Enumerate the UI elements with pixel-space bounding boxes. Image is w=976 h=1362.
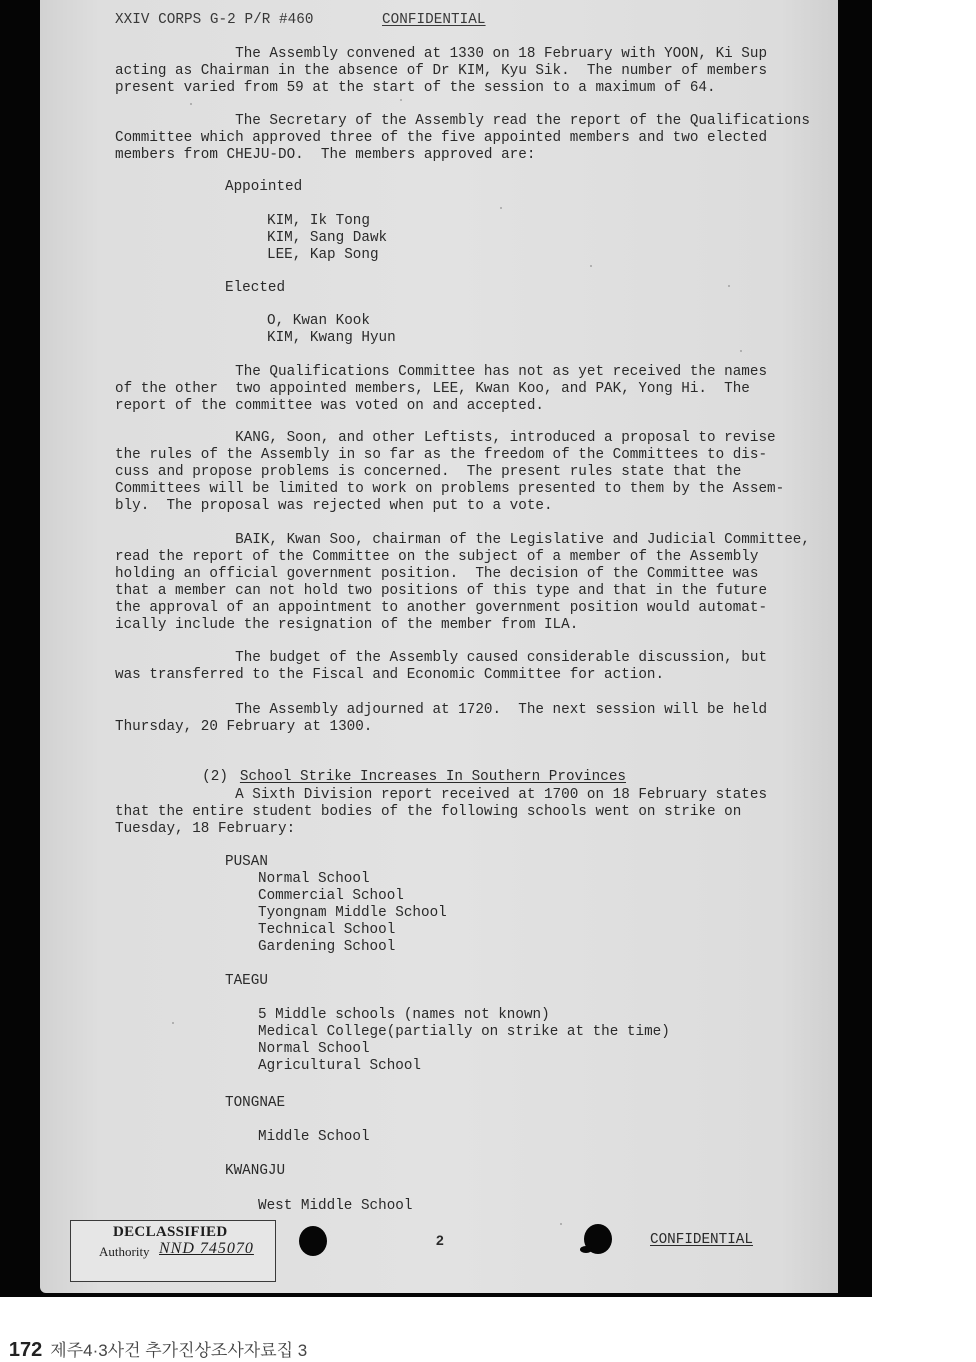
text-line: that a member can not hold two positions of this type and that in the future [115,583,768,599]
member-item: O, Kwan Kook [267,313,370,329]
text-line: the rules of the Assembly in so far as the freedom of the Committees to dis- [115,447,768,463]
paragraph-budget [115,650,805,684]
text-line: acting as Chairman in the absence of Dr KIM, Kyu Sik. The number of members [115,63,768,79]
text-line: holding an official government position. The decision of the Committee was [115,566,759,582]
book-footer [0,1318,307,1362]
text-line: Thursday, 20 February at 1300. [115,719,373,735]
text-line: cuss and propose problems is concerned. The present rules state that the [115,464,742,480]
kwangju-schools-list [258,1198,412,1215]
school-item: Normal School [258,1041,370,1057]
text-line: The Assembly adjourned at 1720. The next session will be held [115,702,768,718]
text-line: members from CHEJU-DO. The members approved are: [115,147,536,163]
member-item: KIM, Kwang Hyun [267,330,396,346]
scan-speck [400,99,402,101]
school-item: 5 Middle schools (names not known) [258,1007,550,1023]
pusan-schools-list [258,871,447,956]
appointed-label: Appointed [225,179,303,195]
stamp-authority-label: Authority [99,1244,150,1259]
stamp-authority-value: NND 745070 [159,1240,254,1257]
school-item: Commercial School [258,888,404,904]
text-line: The budget of the Assembly caused considerable discussion, but [115,650,768,666]
paragraph-government-position [115,532,810,634]
city-tongnae: TONGNAE [225,1095,286,1111]
text-line: Tuesday, 18 February: [115,821,296,837]
section-heading [185,752,626,786]
school-item: Middle School [258,1129,370,1145]
taegu-schools-list [258,1007,670,1075]
section-number: (2) [202,769,228,785]
text-line: that the entire student bodies of the following schools went on strike on [115,804,742,820]
scan-speck [500,207,502,209]
scan-speck [740,350,742,352]
paragraph-qualifications-pending [115,364,805,415]
page-number: 2 [436,1232,444,1248]
text-line: of the other two appointed members, LEE, Kwan Koo, and PAK, Yong Hi. The [115,381,750,397]
punch-hole-icon [299,1226,327,1256]
appointed-members-list [267,213,387,264]
text-line: present varied from 59 at the start of the session to a maximum of 64. [115,80,716,96]
stamp-title: DECLASSIFIED [113,1224,228,1240]
member-item: LEE, Kap Song [267,247,379,263]
city-taegu: TAEGU [225,973,268,989]
text-line: The Secretary of the Assembly read the report of the Qualifications [115,113,810,129]
book-page-number: 172 [8,1339,43,1361]
text-line: Committees will be limited to work on problems presented to them by the Assem- [115,481,785,497]
member-item: KIM, Sang Dawk [267,230,388,246]
scan-speck [590,265,592,267]
school-item: Technical School [258,922,396,938]
scan-speck [728,285,730,287]
school-item: Agricultural School [258,1058,422,1074]
text-line: The Assembly convened at 1330 on 18 February with YOON, Ki Sup [115,46,768,62]
tongnae-schools-list [258,1129,370,1146]
text-line: report of the committee was voted on and accepted. [115,398,544,414]
member-item: KIM, Ik Tong [267,213,370,229]
city-pusan: PUSAN [225,854,268,870]
text-line: Committee which approved three of the five appointed members and two elected [115,130,768,146]
text-line: ically include the resignation of the member from ILA. [115,617,579,633]
classification-header: CONFIDENTIAL [382,12,486,28]
text-line: BAIK, Kwan Soo, chairman of the Legislative and Judicial Committee, [115,532,810,548]
text-line: KANG, Soon, and other Leftists, introduced a proposal to revise [115,430,776,446]
declassified-stamp [70,1220,276,1282]
school-item: West Middle School [258,1198,413,1214]
school-item: Medical College(partially on strike at the time) [258,1024,670,1040]
text-line: read the report of the Committee on the subject of a member of the Assembly [115,549,759,565]
text-line: bly. The proposal was rejected when put to a vote. [115,498,553,514]
paragraph-adjournment [115,702,805,736]
school-item: Tyongnam Middle School [258,905,447,921]
text-line: was transferred to the Fiscal and Economic Committee for action. [115,667,665,683]
section-title: School Strike Increases In Southern Provinces [239,769,627,785]
scan-speck [190,103,192,105]
school-item: Gardening School [258,939,396,955]
paragraph-qualifications-report [115,113,810,164]
classification-footer: CONFIDENTIAL [650,1232,753,1248]
city-kwangju: KWANGJU [225,1163,286,1179]
punch-hole-icon [584,1224,612,1254]
elected-members-list [267,313,396,347]
paragraph-rules-proposal [115,430,805,515]
scan-speck [560,1223,562,1225]
text-line: the approval of an appointment to another government position would automat- [115,600,768,616]
book-title: 제주4·3사건 추가진상조사자료집 3 [50,1341,308,1360]
text-line: A Sixth Division report received at 1700 on 18 February states [115,787,768,803]
paragraph-sixth-division-report [115,787,805,838]
paragraph-assembly-convened [115,46,805,97]
document-page [40,0,838,1293]
elected-label: Elected [225,280,286,296]
text-line: The Qualifications Committee has not as yet received the names [115,364,768,380]
document-id: XXIV CORPS G-2 P/R #460 [115,12,314,28]
scan-speck [172,1022,174,1024]
school-item: Normal School [258,871,370,887]
